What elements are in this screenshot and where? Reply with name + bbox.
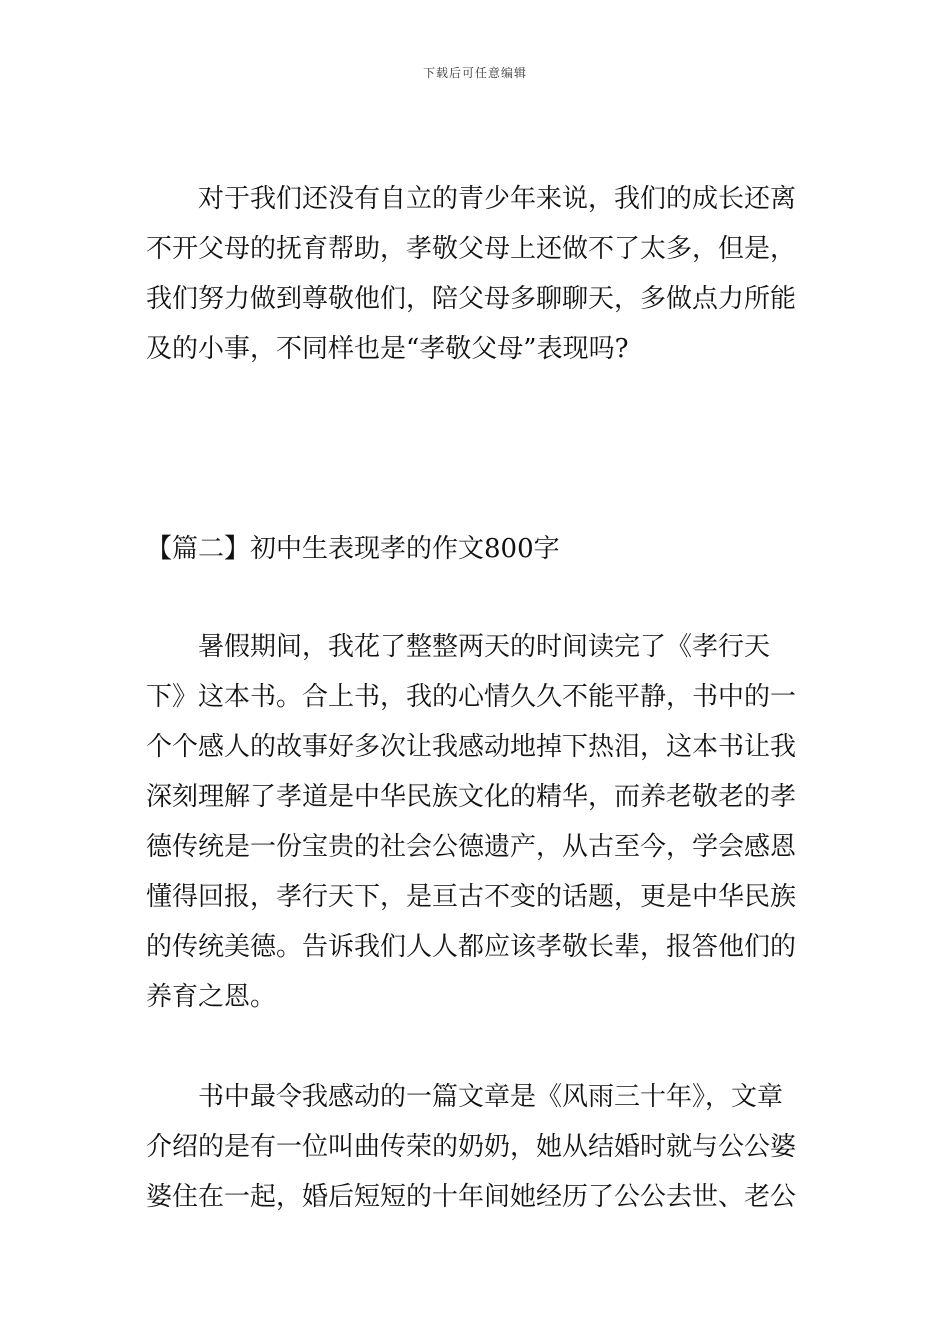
paragraph-3 bbox=[146, 1072, 810, 1222]
text-line: 介绍的是有一位叫曲传荣的奶奶，她从结婚时就与公公婆 bbox=[146, 1132, 797, 1162]
text-line: 个个感人的故事好多次让我感动地掉下热泪，这本书让我 bbox=[146, 732, 797, 762]
text-line: 懂得回报，孝行天下，是亘古不变的话题，更是中华民族 bbox=[146, 882, 797, 912]
text-line: 对于我们还没有自立的青少年来说，我们的成长还离 bbox=[198, 184, 797, 214]
text-line: 我们努力做到尊敬他们，陪父母多聊聊天，多做点力所能 bbox=[146, 284, 797, 314]
text-line: 及的小事，不同样也是“孝敬父母”表现吗? bbox=[146, 334, 629, 364]
section-heading-text: 【篇二】初中生表现孝的作文800字 bbox=[146, 534, 560, 564]
text-line: 养育之恩。 bbox=[146, 982, 277, 1012]
text-line: 暑假期间，我花了整整两天的时间读完了《孝行天 bbox=[198, 632, 771, 662]
section-heading bbox=[146, 524, 810, 574]
text-line: 的传统美德。告诉我们人人都应该孝敬长辈，报答他们的 bbox=[146, 932, 797, 962]
text-line: 下》这本书。合上书，我的心情久久不能平静，书中的一 bbox=[146, 682, 797, 712]
page-header: 下载后可任意编辑 bbox=[422, 66, 527, 80]
text-line: 德传统是一份宝贵的社会公德遗产，从古至今，学会感恩 bbox=[146, 832, 797, 862]
text-line: 深刻理解了孝道是中华民族文化的精华，而养老敬老的孝 bbox=[146, 782, 797, 812]
text-line: 婆住在一起，婚后短短的十年间她经历了公公去世、老公 bbox=[146, 1182, 797, 1212]
paragraph-2 bbox=[146, 622, 810, 1022]
text-line: 不开父母的抚育帮助，孝敬父母上还做不了太多，但是， bbox=[146, 234, 797, 264]
paragraph-1 bbox=[146, 174, 810, 374]
text-line: 书中最令我感动的一篇文章是《风雨三十年》，文章 bbox=[198, 1082, 784, 1112]
